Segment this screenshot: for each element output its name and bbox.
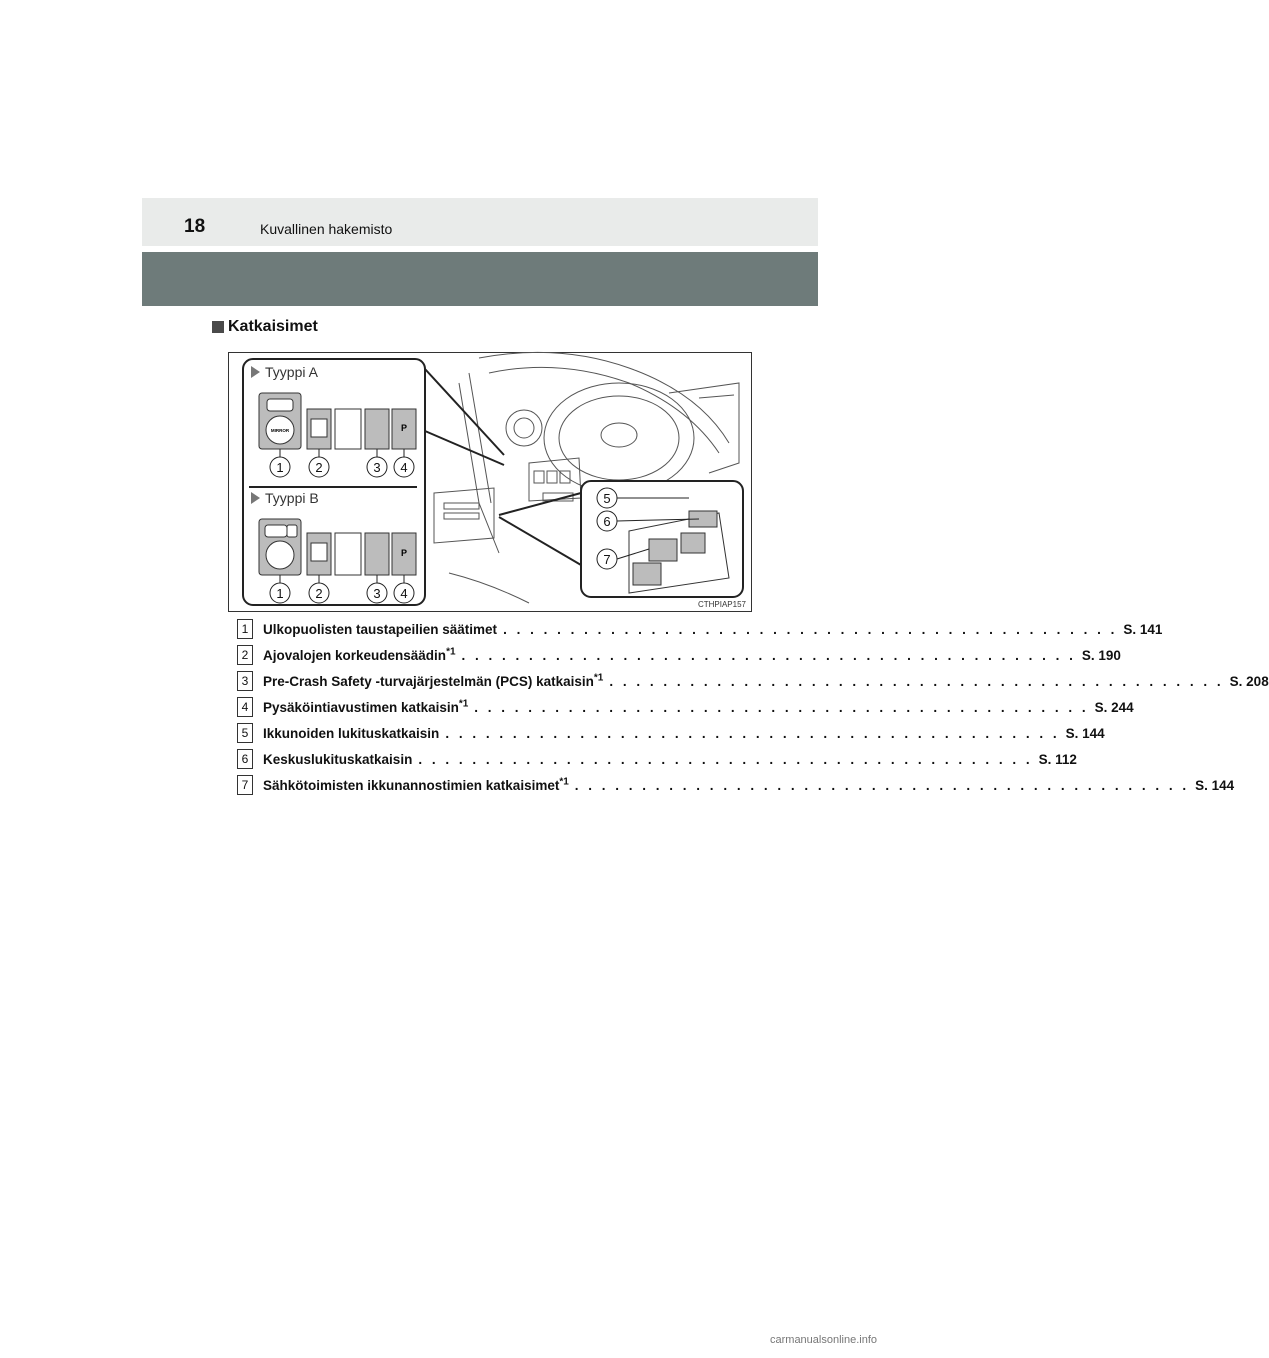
leader-dots: . . . . . . . . . . . . . . . . . . . . . . . . . . . . . . . . . . . . . . . . . . . . . . (474, 699, 1089, 715)
callout-right-7: 7 (603, 552, 611, 567)
illustration-svg (229, 353, 751, 611)
reference-text: Pysäköintiavustimen katkaisin$^{*1}$ (263, 698, 469, 715)
reference-text: Ikkunoiden lukituskatkaisin (263, 725, 440, 741)
page-number: 18 (184, 216, 206, 237)
leader-dots: . . . . . . . . . . . . . . . . . . . . . . . . . . . . . . . . . . . . . . . . . . . . . . (445, 725, 1060, 741)
reference-text: Ajovalojen korkeudensäädin$^{*1}$ (263, 646, 456, 663)
callout-b-4: 4 (400, 586, 408, 601)
leader-dots: . . . . . . . . . . . . . . . . . . . . . . . . . . . . . . . . . . . . . . . . . . . . . . (418, 751, 1033, 767)
leader-dots: . . . . . . . . . . . . . . . . . . . . . . . . . . . . . . . . . . . . . . . . . . . . . . (461, 647, 1076, 663)
reference-page[interactable]: S. 244 (1094, 699, 1134, 715)
type-a-label: Tyyppi A (265, 364, 318, 380)
leader-dots: . . . . . . . . . . . . . . . . . . . . . . . . . . . . . . . . . . . . . . . . . . . . . . (503, 621, 1118, 637)
reference-number: 6 (237, 749, 253, 769)
reference-page[interactable]: S. 112 (1038, 751, 1077, 767)
section-heading (212, 318, 318, 336)
reference-number: 2 (237, 645, 253, 665)
reference-page[interactable]: S. 190 (1081, 647, 1121, 663)
leader-dots: . . . . . . . . . . . . . . . . . . . . . . . . . . . . . . . . . . . . . . . . . . . . . . (574, 777, 1190, 793)
reference-item (237, 642, 1121, 668)
reference-item (237, 772, 1235, 798)
svg-text:P: P (400, 423, 408, 433)
switch-illustration (228, 352, 752, 612)
type-b-label: Tyyppi B (265, 490, 319, 506)
reference-list (237, 616, 1269, 798)
reference-footnote-mark: *1 (446, 646, 456, 657)
section-heading-text: Katkaisimet (228, 318, 318, 335)
reference-footnote-mark: *1 (593, 672, 604, 683)
reference-footnote-mark: *1 (458, 698, 469, 709)
callout-a-2: 2 (315, 460, 323, 475)
reference-page[interactable]: S. 144 (1065, 725, 1105, 741)
callout-b-3: 3 (373, 586, 381, 601)
reference-text: Keskuslukituskatkaisin (263, 751, 413, 767)
reference-item (237, 720, 1105, 746)
reference-item (237, 668, 1269, 694)
callout-right-6: 6 (603, 514, 611, 529)
reference-number: 4 (237, 697, 253, 717)
image-code: CTHPIAP157 (697, 600, 746, 609)
header-bar (142, 198, 818, 246)
reference-number: 7 (237, 775, 253, 795)
reference-item (237, 616, 1163, 642)
callout-a-1: 1 (276, 460, 284, 475)
section-band (142, 252, 818, 306)
reference-page[interactable]: S. 144 (1195, 777, 1235, 793)
callout-a-3: 3 (373, 460, 381, 475)
reference-item (237, 694, 1134, 720)
reference-page[interactable]: S. 208 (1229, 673, 1269, 689)
reference-text: Ulkopuolisten taustapeilien säätimet (263, 621, 498, 637)
reference-text: Pre-Crash Safety -turvajärjestelmän (PCS) katkaisin$^{*1}$ (263, 672, 604, 689)
callout-b-2: 2 (315, 586, 323, 601)
square-bullet-icon (212, 321, 224, 333)
reference-item (237, 746, 1077, 772)
callout-b-1: 1 (276, 586, 284, 601)
reference-number: 3 (237, 671, 253, 691)
footer-watermark: carmanualsonline.info (770, 1334, 878, 1346)
callout-a-4: 4 (400, 460, 408, 475)
reference-number: 1 (237, 619, 253, 639)
svg-text:P: P (400, 548, 408, 558)
reference-text: Sähkötoimisten ikkunannostimien katkaisimet$^{*1}$ (263, 776, 569, 793)
svg-text:MIRROR: MIRROR (270, 428, 290, 433)
reference-footnote-mark: *1 (559, 776, 569, 787)
reference-number: 5 (237, 723, 253, 743)
callout-right-5: 5 (603, 491, 611, 506)
reference-page[interactable]: S. 141 (1123, 621, 1163, 637)
header-title: Kuvallinen hakemisto (260, 221, 393, 237)
leader-dots: . . . . . . . . . . . . . . . . . . . . . . . . . . . . . . . . . . . . . . . . . . . . . . (609, 673, 1224, 689)
